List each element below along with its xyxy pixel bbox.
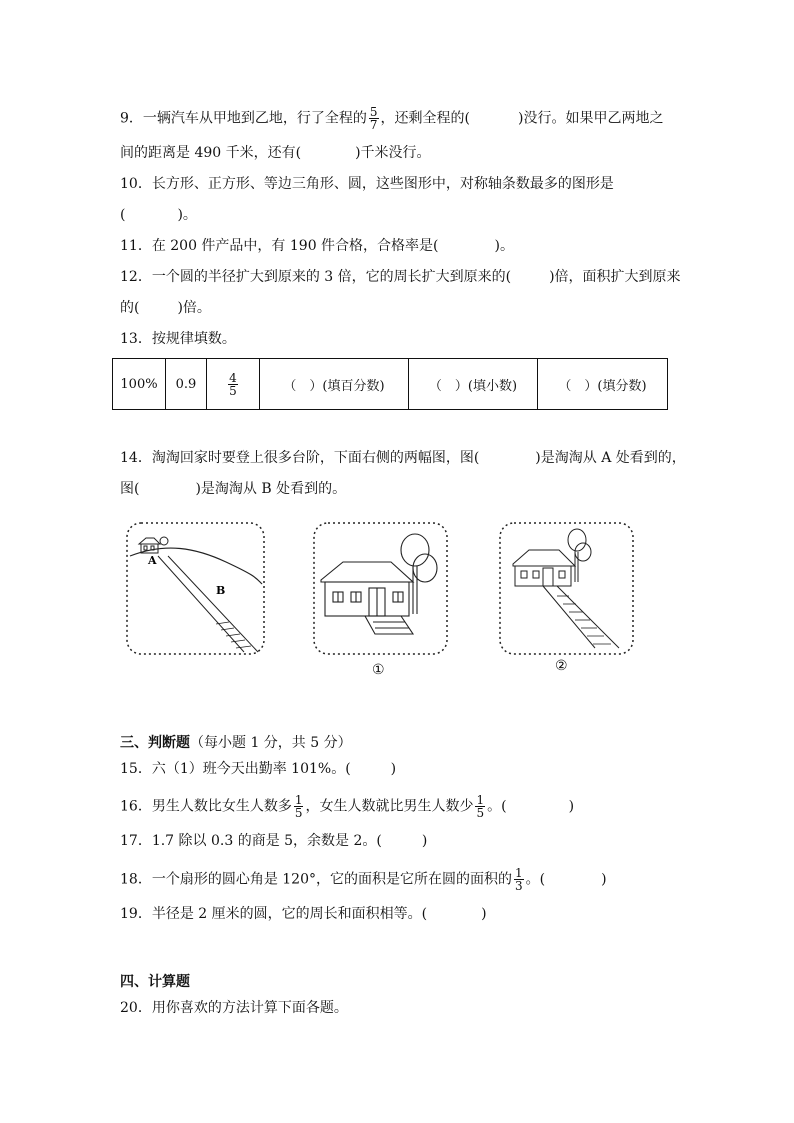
house-figure-1: [313, 522, 449, 656]
fraction-numerator: 1: [476, 793, 485, 807]
fraction-numerator: 1: [294, 793, 303, 807]
q18-text: 18．一个扇形的圆心角是 120°，它的面积是它所在圆的面积的: [120, 871, 512, 888]
question-13-title: 13．按规律填数。: [120, 331, 236, 347]
q9-text: )千米没行。: [355, 145, 431, 161]
q15-text: ): [390, 761, 397, 777]
q12-text: 的(: [120, 300, 140, 316]
house-far-illustration: [499, 522, 635, 656]
q15-text: 15．六（1）班今天出勤率 101%。(: [120, 761, 351, 777]
fraction: [228, 372, 238, 397]
q17-text: ): [421, 833, 428, 849]
q11-text: )。: [494, 238, 514, 254]
fraction-denominator: 7: [369, 118, 378, 132]
point-b-label: B: [216, 584, 226, 597]
figure-1-mark: ①: [372, 662, 385, 678]
table-row: [113, 359, 668, 410]
fraction-denominator: 3: [515, 879, 523, 893]
q18-text: ): [601, 871, 607, 888]
q19-text: ): [481, 906, 487, 922]
section-4-heading: 四、计算题: [120, 974, 190, 990]
q9-text: ，还剩全程的(: [380, 110, 471, 127]
point-a-label: A: [148, 554, 157, 567]
q12-text: )倍，面积扩大到原来: [549, 269, 681, 285]
fraction: [369, 106, 379, 131]
q16-text: 16．男生人数比女生人数多: [120, 798, 292, 815]
q9-text: 间的距离是 490 千米，还有(: [120, 145, 302, 161]
fraction-numerator: 1: [515, 866, 523, 880]
q16-text: 。(: [487, 798, 507, 815]
q10-text: )。: [177, 207, 197, 223]
question-10-line1: 10．长方形、正方形、等边三角形、圆，这些图形中，对称轴条数最多的图形是: [120, 176, 614, 192]
hill-illustration: [126, 522, 266, 656]
question-17: [120, 831, 427, 851]
question-14-line1: [120, 448, 686, 468]
fraction-denominator: 5: [294, 806, 303, 820]
section-3-heading: [120, 733, 352, 753]
q9-text: 9．一辆汽车从甲地到乙地，行了全程的: [120, 110, 367, 127]
table-cell: 0.9: [166, 359, 207, 410]
q14-text: 图(: [120, 481, 140, 497]
q16-text: ): [568, 798, 575, 815]
section-title: 三、判断题: [120, 735, 190, 751]
answer-cell-decimal[interactable]: （ ）(填小数): [409, 359, 538, 410]
fraction-numerator: 5: [369, 105, 378, 119]
table-cell-fraction: [207, 359, 260, 410]
hill-figure: [126, 522, 266, 656]
question-19: [120, 904, 487, 924]
question-12-line2: [120, 298, 211, 318]
fraction: [475, 794, 485, 819]
question-20: 20．用你喜欢的方法计算下面各题。: [120, 1000, 348, 1016]
section-note: （每小题 1 分，共 5 分）: [190, 735, 352, 751]
house-figure-2: [499, 522, 635, 656]
question-12-line1: [120, 267, 681, 287]
q19-text: 19．半径是 2 厘米的圆，它的周长和面积相等。(: [120, 906, 428, 922]
fraction: [294, 794, 304, 819]
q16-text: ，女生人数就比男生人数少: [305, 798, 474, 815]
q11-text: 11．在 200 件产品中，有 190 件合格，合格率是(: [120, 238, 439, 254]
sequence-table: [112, 358, 668, 410]
house-close-illustration: [313, 522, 449, 656]
q10-text: (: [120, 207, 126, 223]
q12-text: )倍。: [177, 300, 211, 316]
q14-text: )是淘淘从 A 处看到的，: [535, 450, 686, 466]
fraction-denominator: 5: [476, 806, 485, 820]
fraction: [514, 867, 524, 892]
fraction-denominator: 5: [229, 383, 237, 398]
question-9-line1: [120, 106, 663, 131]
question-18: [120, 867, 607, 892]
q17-text: 17．1.7 除以 0.3 的商是 5，余数是 2。(: [120, 833, 382, 849]
figure-2-mark: ②: [555, 658, 568, 674]
q12-text: 12．一个圆的半径扩大到原来的 3 倍，它的周长扩大到原来的(: [120, 269, 512, 285]
q18-text: 。(: [525, 871, 546, 888]
question-10-line2: [120, 205, 197, 225]
q9-text: )没行。如果甲乙两地之: [518, 110, 664, 127]
table-cell: 100%: [113, 359, 166, 410]
answer-cell-percent[interactable]: （ ）(填百分数): [260, 359, 409, 410]
q14-text: 14．淘淘回家时要登上很多台阶，下面右侧的两幅图，图(: [120, 450, 480, 466]
question-16: [120, 794, 574, 819]
fraction-numerator: 4: [229, 370, 237, 385]
question-11: [120, 236, 514, 256]
answer-cell-fraction[interactable]: （ ）(填分数): [538, 359, 668, 410]
q14-text: )是淘淘从 B 处看到的。: [195, 481, 347, 497]
question-9-line2: [120, 143, 431, 163]
question-14-line2: [120, 479, 346, 499]
question-15: [120, 759, 396, 779]
